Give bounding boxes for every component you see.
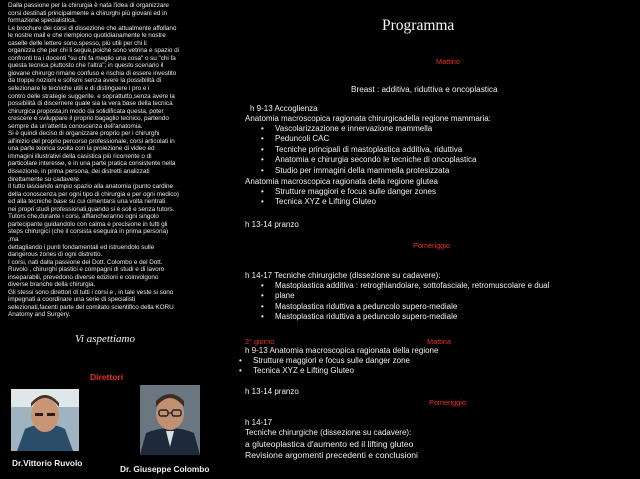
list-item: • Mastoplastica riduttiva a peduncolo supero-mediale (275, 302, 549, 312)
closing-text: Vi aspettiamo (75, 333, 135, 345)
day1-tecniche-list (275, 281, 549, 323)
day1-breast-list (275, 124, 476, 176)
day2-pranzo: h 13-14 pranzo (245, 387, 299, 396)
list-item: • Mastoplastica riduttiva a peduncolo supero-mediale (275, 312, 549, 322)
list-item: • Tecniche principali di mastoplastica additiva, riduttiva (275, 145, 476, 155)
day2-hours: h 14-17 (245, 418, 273, 427)
day1-accoglienza: h 9-13 Accoglienza (250, 104, 318, 113)
day2-tecniche: Tecniche chirurgiche (dissezione su cadavere): (245, 428, 412, 437)
list-item: • Vascolarizzazione e innervazione mammella (275, 124, 476, 134)
list-item-text: plane (275, 291, 295, 301)
day2-anatomy: h 9-13 Anatomia macroscopica ragionata della regione (245, 346, 439, 355)
list-item: • Mastoplastica additiva : retroghiandolare, sottofasciale, retromuscolare e dual (275, 281, 549, 291)
list-item: • Strutture maggiori e focus sulle danger zones (275, 187, 436, 197)
intro-column (8, 2, 236, 319)
list-item: • Studio per immagini della mammella protesizzata (275, 166, 476, 176)
director-photo-ruvolo (11, 389, 79, 451)
list-item: • Tecnica XYZ e Lifting Gluteo (275, 197, 436, 207)
day1-glutea-list (275, 187, 436, 208)
day1-subtitle: Breast : additiva, riduttiva e oncoplastica (351, 85, 498, 94)
list-item: • Peduncoli CAC (275, 134, 476, 144)
day2-morning-label: Mattina (427, 337, 451, 346)
list-item: • Strutture maggiori e focus sulle danger zone (253, 356, 410, 366)
list-item: • Anatomia e chirurgia secondo le tecniche di oncoplastica (275, 155, 476, 165)
day2-label: 2° giorno (245, 337, 275, 346)
day1-afternoon-label: Pomeriggio (413, 241, 450, 250)
day1-tecniche: h 14-17 Tecniche chirurgiche (dissezione su cadavere): (245, 271, 441, 280)
day2-gluteo: a gluteoplastica d'aumento ed il lifting gluteo (245, 439, 414, 449)
day2-afternoon-label: Pomeriggio (429, 398, 466, 407)
program-title: Programma (382, 17, 455, 34)
director-name-colombo: Dr. Giuseppe Colombo (120, 464, 210, 474)
day1-anatomy-breast: Anatomia macroscopica ragionata chirurgicadella regione mammaria: (245, 114, 491, 123)
director-photo-colombo (140, 385, 200, 455)
directors-heading: Direttori (90, 372, 124, 382)
program-column (243, 0, 635, 479)
director-name-ruvolo: Dr.Vittorio Ruvolo (12, 458, 83, 468)
day2-list (253, 356, 410, 377)
day2-revisione: Revisione argomenti precedenti e conclusioni (245, 450, 418, 460)
day1-anatomy-glutea: Anatomia macroscopica ragionata della regione glutea (245, 177, 439, 186)
day1-morning-label: Mattino (436, 57, 460, 66)
list-item-continuation (275, 291, 549, 301)
intro-text: Dalla passione per la chirurgia è nata l'idea di organizzare corsi destinati principalmente a chirurghi più giovani ed in formazione specialistica. Le brochure dei corsi di dissezione che attualmente affollano le nostre mail e che riempiono quotidianamente le nostre caselle delle lettere sono,spesso, più utili per chi li organizza che per chi li segue,poichè sono vetrina e spazio di confronti tra i docenti "su chi fa meglio una cosa" o su "chi fa questa tecnica piuttosto che l'altra"; in questo scenario il giovane chirurgo rimane confuso e rischia di essere investito da troppe nozioni e sofismi senza avere la possibilità di selezionare le tecniche utili e di distinguere i pro e i contro delle strategie suggerite. e soprattutto,senza avere la possibilità di discernere quale sia la vera base della tecnica chirurgica proposta,in modo da solidificata questa, poter crescere e sviluppare il proprio bagaglio tecnico, partendo sempre da un'attenta conoscenza dell'anatomia. Si è quindi deciso di organizzare proprio per i chirurghi all'inizio del proprio percorso professionale, corsi articolati in una parte teorica svolta con la proiezione di video ed immagini illustrativi della casistica più ricorrente o di particolare interesse, e in una parte pratica consistente nella dissezione, in prima persona, dei distretti analizzati direttamente su cadavere. Il tutto lasciando ampio spazio alla anatomia (punto cardine della conoscenza per ogni tipo di chirurgia e per ogni medico) ed alla tecniche base su cui cimentarsi una volta rientrati nei propri studi professionali,quando si è soli e senza tutors. Tutors che,durante i corsi, affiancheranno ogni singolo partecipante guidandolo con calma e precisione in tutti gli steps chirurgici (che il corsista eseguirà in prima persona) ,ma dettagliando i punti fondamentali ed istruendolo sulle dangerous zones di ogni distretto. I corsi, nati dalla passione del Dott. Colombo e del Dott. Ruvolo , chirurghi plastici e compagni di studi e di lavoro inseparabili, prevedono diverse edizioni e coinvolgono diverse branche della chirurgia. Gli stessi sono direttori di tutti i corsi e , in tale veste si sono impegnati a coordinare una serie di specialisti selezionati,facenti parte del comitato scientifico della KORU Anatomy and Surgery. (8, 2, 179, 319)
list-item: • Tecnica XYZ e Lifting Gluteo (253, 366, 410, 376)
day1-pranzo: h 13-14 pranzo (245, 220, 299, 229)
